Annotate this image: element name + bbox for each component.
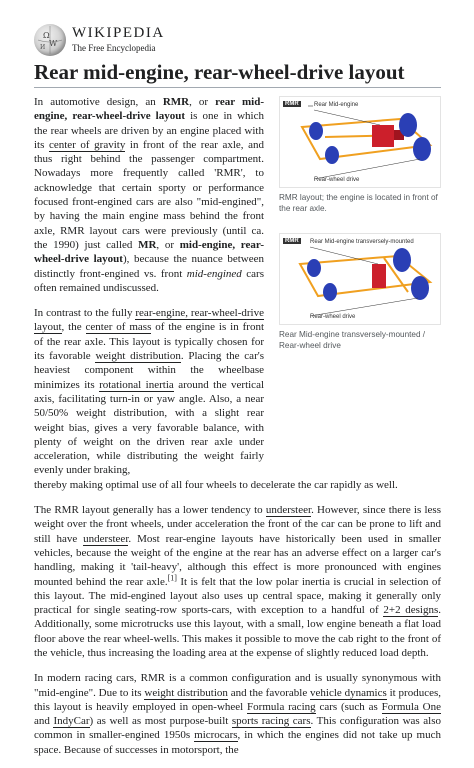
paragraph: In modern racing cars, RMR is a common configuration and is usually synonymous with "mid-engine". Due to its weight distribution and the favorable vehicle dynamics it produces, this layout is heavily employed in open-wheel Formula racing cars (such as Formula One and IndyCar) as well as most purpose-built sports racing cars. This configuration was also common in smaller-engined 1950s microcars, in which the engines did not take up much space. Because of successes in motorsport, the: [34, 672, 441, 756]
citation[interactable]: [1]: [167, 572, 177, 582]
svg-text:И: И: [40, 44, 46, 51]
article-body: [34, 95, 441, 768]
link-weight-distribution-2[interactable]: weight distribution: [144, 686, 228, 699]
figure-caption: RMR layout; the engine is located in front of the rear axle.: [279, 193, 438, 213]
globe-icon: [34, 24, 66, 56]
link-2plus2[interactable]: 2+2 designs: [383, 604, 439, 617]
link-rear-engine[interactable]: rear-engine, rear-wheel-drive layout: [34, 307, 264, 334]
figure-engine-label: Rear Mid-engine: [314, 102, 359, 108]
link-formula-racing[interactable]: Formula racing: [247, 700, 316, 713]
link-indycar[interactable]: IndyCar: [53, 715, 90, 728]
link-sports-racing-cars[interactable]: sports racing cars: [231, 715, 311, 728]
tagline: The Free Encyclopedia: [72, 43, 156, 53]
link-formula-one[interactable]: Formula One: [381, 700, 441, 713]
page-title: Rear mid-engine, rear-wheel-drive layout: [34, 59, 441, 88]
svg-text:Ω: Ω: [43, 31, 50, 40]
link-microcars[interactable]: microcars: [194, 729, 238, 742]
wikipedia-logo[interactable]: [34, 24, 294, 58]
paragraph: In contrast to the fully rear-engine, rear-wheel-drive layout, the center of mass of the engine is in front of the rear axle. This layout is typically chosen for its favorable weight distribution. Placing the car's heaviest component within the wheelbase minimizes its rotational inertia around the vertical axis, facilitating turn-in or yaw angle. Also, a near 50/50% weight distribution, with a slight rear weight bias, gives a very favorable balance, with plenty of weight on the driven rear axle under acceleration, while distributing the weight fairly evenly under braking, thereby making optimal use of all four wheels to decelerate the car rapidly as well.: [34, 307, 398, 491]
figure-badge: RMR: [285, 101, 299, 107]
figure-engine-label: Rear Mid-engine transversely-mounted: [310, 239, 414, 245]
paragraph: The RMR layout generally has a lower tendency to understeer. However, since there is less weight over the front wheels, under acceleration the front of the car can be prone to lift and still have understeer. Most rear-engine layouts have historically been used in smaller vehicles, because the weight of the engine at the rear has an adverse effect on a larger car's handling, making it 'tail-heavy', although this effect is more pronounced with engines mounted behind the rear axle.[1] It is felt that the low polar inertia is crucial in selection of this layout. The mid-engined layout also uses up central space, making it generally only practical for single seating-row sports-cars, with exception to a handful of 2+2 designs. Additionally, some microtrucks use this layout, with a small, low engine beneath a flat load floor above the rear wheel-wells. This makes it possible to move the cab right to the front of the vehicle, thus increasing the loading area at the expense of slightly reduced load depth.: [34, 504, 441, 659]
link-rotational-inertia[interactable]: rotational inertia: [99, 378, 174, 391]
svg-text:W: W: [49, 39, 58, 48]
wordmark: WIKIPEDIA: [72, 25, 165, 41]
link-understeer-2[interactable]: understeer: [83, 532, 129, 545]
figure-drive-label: Rear-wheel drive: [310, 314, 356, 320]
figure-drive-label: Rear-wheel drive: [314, 177, 360, 183]
figure-badge: RMR: [285, 238, 299, 244]
link-center-of-mass[interactable]: center of mass: [85, 321, 152, 334]
link-vehicle-dynamics[interactable]: vehicle dynamics: [310, 686, 387, 699]
link-understeer[interactable]: understeer: [265, 504, 312, 517]
link-center-of-gravity[interactable]: center of gravity: [48, 138, 126, 151]
figure-caption: Rear Mid-engine transversely-mounted / Rear-wheel drive: [279, 330, 426, 350]
paragraph: In automotive design, an RMR, or rear mid-engine, rear-wheel-drive layout is one in which the rear wheels are driven by an engine placed with its center of gravity in front of the rear axle, and thus right behind the passenger compartment. Nowadays more frequently called 'RMR', to acknowledge that certain sporty or performance focused front-engined cars are also "mid-engined", by having the main engine mass behind the front axle, RMR layout cars were previously (until ca. the 1990) just called MR, or mid-engine, rear-wheel-drive layout), because the nuance between distinctly front-engined vs. front mid-engined cars often remained undiscussed.: [34, 96, 264, 294]
link-weight-distribution[interactable]: weight distribution: [95, 350, 181, 363]
